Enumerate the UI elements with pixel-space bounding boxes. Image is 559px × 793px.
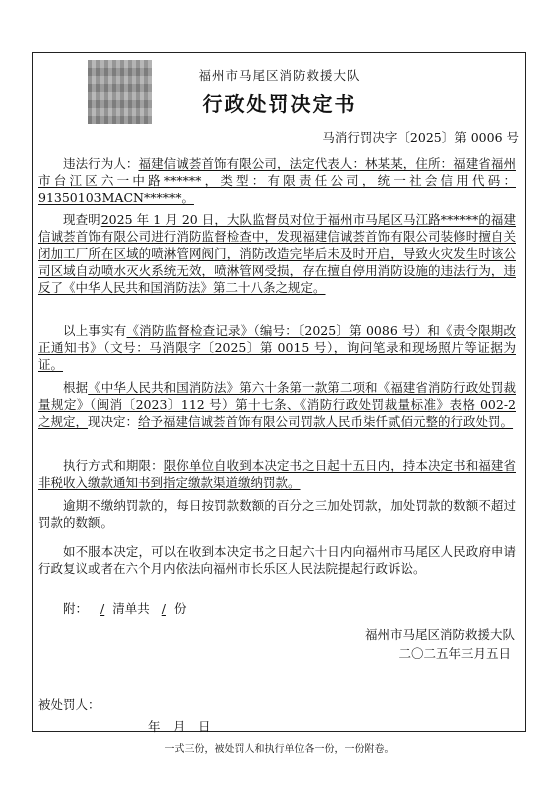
attachment-count-blank: / <box>100 601 105 616</box>
late-fee-paragraph: 逾期不缴纳罚款的，每日按罚款数额的百分之三加处罚款，加处罚款的数额不超过罚款的数额。 <box>38 498 516 530</box>
signature-org: 福州市马尾区消防救援大队 <box>364 627 515 642</box>
facts-paragraph <box>38 211 516 296</box>
facts-details: 2025 年 1 月 20 日，大队监督员对位于福州市马尾区马江路******的福建信诚荟首饰有限公司进行消防监督检查中，发现福建信诚荟首饰有限公司装修时擅自关闭加工厂所在区域的喷淋管网阀门，消防改造完毕后未及时开启，导致火灾发生时该公司区域自动喷水灭火系统无效，喷淋管网受损，存在擅自停用消防设施的违法行为，违反了《中华人民共和国消防法》第二十八条之规定。 <box>38 212 516 295</box>
basis-details: 《中华人民共和国消防法》第六十条第一款第二项和《福建省消防行政处罚裁量规定》（闽消〔2023〕112 号）第十七条、《消防行政处罚裁量标准》表格 002-2 之规定， <box>38 380 516 429</box>
decision-details: 给予福建信诚荟首饰有限公司罚款人民币柒仟贰佰元整的行政处罚。 <box>138 414 514 429</box>
basis-label: 根据 <box>63 380 89 395</box>
document-number: 马消行罚决字〔2025〕第 0006 号 <box>322 130 519 145</box>
decision-label: 现决定： <box>88 414 139 429</box>
party-label: 违法行为人： <box>63 156 139 171</box>
basis-paragraph <box>38 379 516 430</box>
footer-note: 一式三份，被处罚人和执行单位各一份，一份附卷。 <box>164 744 395 755</box>
attachment-line: 附： / 清单共 / 份 <box>63 601 187 616</box>
document-title: 行政处罚决定书 <box>202 92 357 116</box>
evidence-paragraph <box>38 322 516 373</box>
appeal-paragraph: 如不服本决定，可以在收到本决定书之日起六十日内向福州市马尾区人民政府申请行政复议或者在六个月内依法向福州市长乐区人民法院提起行政诉讼。 <box>38 544 516 576</box>
receiver-date: 年 月 日 <box>148 719 211 734</box>
party-paragraph <box>38 155 516 206</box>
evidence-label: 以上事实有 <box>63 323 127 338</box>
party-details: 福建信诚荟首饰有限公司，法定代表人：林某某，住所：福建省福州市台江区六一中路******，类型：有限责任公司，统一社会信用代码：91350103MACN******。 <box>38 156 516 205</box>
facts-label: 现查明 <box>63 212 101 227</box>
execution-label: 执行方式和期限： <box>63 458 164 473</box>
evidence-details: 《消防监督检查记录》（编号：〔2025〕第 0086 号）和《责令限期改正通知书》（文号：马消限字〔2025〕第 0015 号），询问笔录和现场照片等证据为证。 <box>38 323 516 372</box>
receiver-label: 被处罚人： <box>38 697 101 712</box>
signature-date: 二〇二五年三月五日 <box>398 646 511 661</box>
issuing-org: 福州市马尾区消防救援大队 <box>198 68 361 83</box>
attachment-pages-blank: / <box>161 601 166 616</box>
execution-details: 限你单位自收到本决定书之日起十五日内，持本决定书和福建省非税收入缴款通知书到指定缴款渠道缴纳罚款。 <box>38 458 516 490</box>
execution-paragraph <box>38 457 516 491</box>
